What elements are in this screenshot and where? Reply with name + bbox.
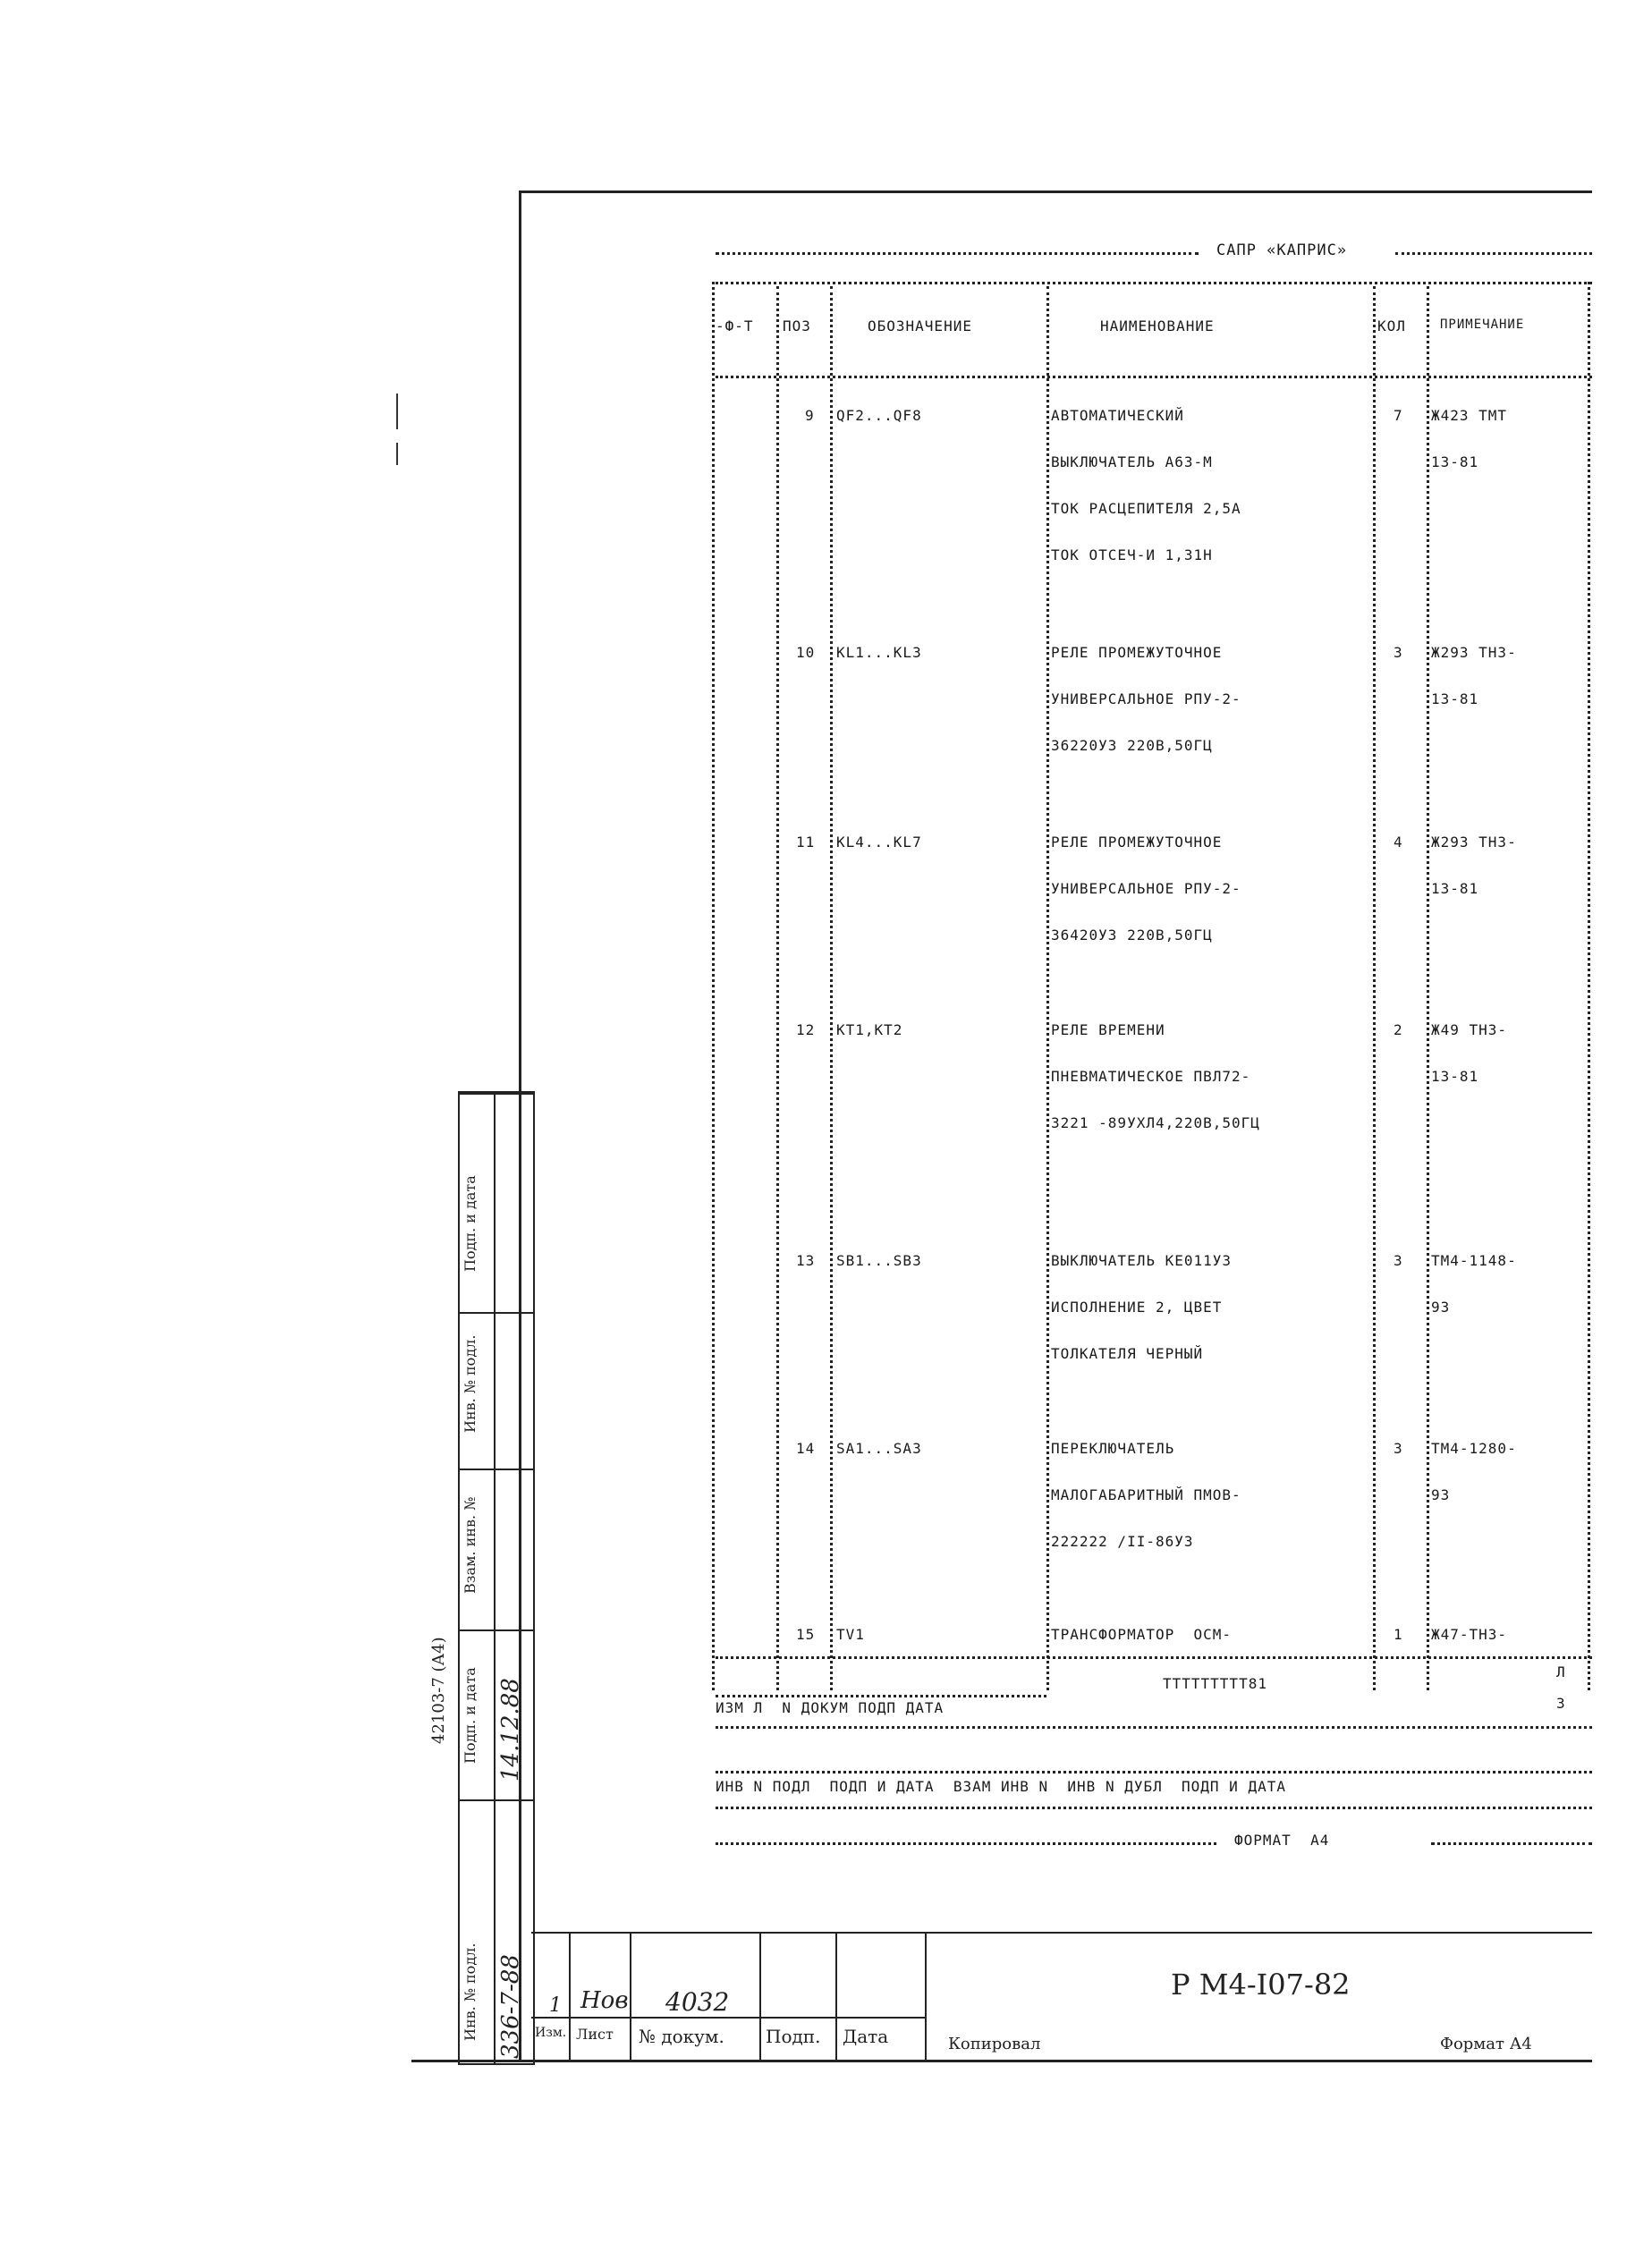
footer-rule — [716, 1726, 1592, 1729]
row-qty: 2 — [1394, 1021, 1403, 1038]
row-note-line: 93 — [1431, 1486, 1451, 1503]
col-label-sign: Подп. — [766, 2026, 821, 2047]
row-code: SA1...SA3 — [836, 1440, 922, 1457]
footer-top-rule — [716, 1656, 1592, 1659]
footer-rule-right — [1431, 1842, 1592, 1845]
row-note-line: Ж49 ТНЗ- — [1431, 1021, 1508, 1038]
margin-tick — [396, 394, 398, 429]
row-code: QF2...QF8 — [836, 407, 922, 424]
row-name-line: РЕЛЕ ПРОМЕЖУТОЧНОЕ — [1051, 834, 1223, 851]
row-qty: 7 — [1394, 407, 1403, 424]
row-note-line: 13-81 — [1431, 690, 1479, 707]
footer-mid-rule — [716, 1695, 1046, 1697]
designation: Р М4-I07-82 — [1171, 1968, 1351, 2002]
row-name-line: ВЫКЛЮЧАТЕЛЬ А63-М — [1051, 453, 1213, 470]
row-pos: 15 — [796, 1626, 816, 1643]
stamp-label: Инв. № подл. — [462, 1943, 479, 2041]
row-note-line: 13-81 — [1431, 453, 1479, 470]
col-sep — [712, 282, 715, 1690]
footer-format: ФОРМАТ А4 — [1234, 1832, 1330, 1849]
footer-sheet-label: Л — [1556, 1663, 1566, 1680]
copied-label: Копировал — [948, 2035, 1041, 2053]
format-label: Формат А4 — [1440, 2035, 1532, 2053]
row-code: KT1,KT2 — [836, 1021, 903, 1038]
footer-doc-code: ТТТТТТТТТ81 — [1163, 1675, 1267, 1692]
header-rule-left — [716, 252, 1199, 255]
header-rule-right — [1395, 252, 1592, 255]
row-note-line: 93 — [1431, 1299, 1451, 1316]
row-name-line: ТОК ОТСЕЧ-И 1,31Н — [1051, 546, 1213, 563]
col-sep — [1588, 282, 1590, 1690]
row-qty: 1 — [1394, 1626, 1403, 1643]
col-header-qty: КОЛ — [1377, 317, 1406, 334]
row-name-line: ПНЕВМАТИЧЕСКОЕ ПВЛ72- — [1051, 1068, 1251, 1085]
stamp-label: Инв. № подл. — [462, 1334, 479, 1433]
row-code: TV1 — [836, 1626, 865, 1643]
row-qty: 3 — [1394, 644, 1403, 661]
row-note-line: Ж293 ТНЗ- — [1431, 834, 1517, 851]
sheet-value: Нов — [580, 1987, 629, 2014]
footer-rule — [716, 1771, 1592, 1773]
title-block — [531, 1932, 1592, 2060]
row-code: KL4...KL7 — [836, 834, 922, 851]
row-pos: 14 — [796, 1440, 816, 1457]
row-name-line: ИСПОЛНЕНИЕ 2, ЦВЕТ — [1051, 1299, 1223, 1316]
row-pos: 13 — [796, 1252, 816, 1269]
col-header-ft: -Ф-Т — [716, 317, 754, 334]
col-sep — [830, 286, 833, 1690]
row-name-line: РЕЛЕ ПРОМЕЖУТОЧНОЕ — [1051, 644, 1223, 661]
row-name-line: ТОЛКАТЕЛЯ ЧЕРНЫЙ — [1051, 1345, 1204, 1362]
col-header-name: НАИМЕНОВАНИЕ — [1100, 317, 1215, 334]
row-name-line: 36220У3 220В,50ГЦ — [1051, 737, 1213, 754]
rev-value: 1 — [549, 1994, 562, 2017]
col-sep — [1427, 286, 1429, 1690]
row-name-line: 222222 /II-86УЗ — [1051, 1533, 1194, 1550]
header-title: САПР «КАПРИС» — [1216, 241, 1348, 259]
row-note-line: ТМ4-1148- — [1431, 1252, 1517, 1269]
stamp-label: Взам. инв. № — [462, 1496, 479, 1594]
row-name-line: АВТОМАТИЧЕСКИЙ — [1051, 407, 1184, 424]
row-qty: 3 — [1394, 1440, 1403, 1457]
footer-rule — [716, 1807, 1592, 1809]
row-note-line: Ж293 ТНЗ- — [1431, 644, 1517, 661]
col-sep — [1046, 286, 1049, 1690]
row-note-line: Ж47-ТНЗ- — [1431, 1626, 1508, 1643]
row-name-line: ТРАНСФОРМАТОР ОСМ- — [1051, 1626, 1233, 1643]
stamp-label: Подп. и дата — [462, 1667, 479, 1764]
col-header-pos: ПОЗ — [783, 317, 811, 334]
row-name-line: 3221 -89УХЛ4,220В,50ГЦ — [1051, 1114, 1260, 1131]
col-sep — [776, 286, 779, 1690]
col-sep — [1373, 286, 1376, 1690]
col-label-izm: Изм. — [535, 2026, 567, 2040]
margin-tick — [396, 443, 398, 465]
col-header-note: ПРИМЕЧАНИЕ — [1440, 317, 1525, 332]
handwritten-inv: 336-7-88 — [497, 1954, 524, 2059]
row-pos: 12 — [796, 1021, 816, 1038]
row-code: KL1...KL3 — [836, 644, 922, 661]
col-header-code: ОБОЗНАЧЕНИЕ — [868, 317, 972, 334]
row-note-line: Ж423 ТМТ — [1431, 407, 1508, 424]
row-note-line: 13-81 — [1431, 1068, 1479, 1085]
row-name-line: ВЫКЛЮЧАТЕЛЬ КЕ011У3 — [1051, 1252, 1233, 1269]
row-qty: 4 — [1394, 834, 1403, 851]
col-label-list: Лист — [576, 2026, 614, 2043]
header-bottom-rule — [716, 376, 1592, 378]
side-stamp — [458, 1091, 535, 2065]
footer-sheet-no: 3 — [1556, 1695, 1566, 1712]
col-label-doc: № докум. — [639, 2026, 724, 2047]
row-name-line: 36420У3 220В,50ГЦ — [1051, 927, 1213, 944]
frame-bottom-line — [411, 2060, 1592, 2062]
footer-rule-left — [716, 1842, 1216, 1845]
col-label-date: Дата — [843, 2026, 889, 2047]
row-note-line: 13-81 — [1431, 880, 1479, 897]
footer-labels-row2: ИНВ N ПОДЛ ПОДП И ДАТА ВЗАМ ИНВ N ИНВ N ДУБЛ ПОДП И ДАТА — [716, 1778, 1286, 1795]
footer-labels-row1: ИЗМ Л N ДОКУМ ПОДП ДАТА — [716, 1699, 945, 1716]
stamp-label: Подп. и дата — [462, 1175, 479, 1272]
table-top-rule — [716, 282, 1592, 284]
row-name-line: УНИВЕРСАЛЬНОЕ РПУ-2- — [1051, 880, 1241, 897]
row-pos: 9 — [805, 407, 815, 424]
row-name-line: УНИВЕРСАЛЬНОЕ РПУ-2- — [1051, 690, 1241, 707]
row-name-line: МАЛОГАБАРИТНЫЙ ПМОВ- — [1051, 1486, 1241, 1503]
doc-no-value: 4032 — [665, 1987, 730, 2017]
row-name-line: РЕЛЕ ВРЕМЕНИ — [1051, 1021, 1165, 1038]
printout — [716, 241, 1592, 1896]
handwritten-date: 14.12.88 — [497, 1678, 524, 1782]
frame-top-line — [519, 190, 1592, 193]
row-qty: 3 — [1394, 1252, 1403, 1269]
vertical-code: 42103-7 (А4) — [429, 1637, 448, 1744]
row-note-line: ТМ4-1280- — [1431, 1440, 1517, 1457]
row-name-line: ТОК РАСЦЕПИТЕЛЯ 2,5А — [1051, 500, 1241, 517]
row-code: SB1...SB3 — [836, 1252, 922, 1269]
row-name-line: ПЕРЕКЛЮЧАТЕЛЬ — [1051, 1440, 1175, 1457]
row-pos: 10 — [796, 644, 816, 661]
row-pos: 11 — [796, 834, 816, 851]
